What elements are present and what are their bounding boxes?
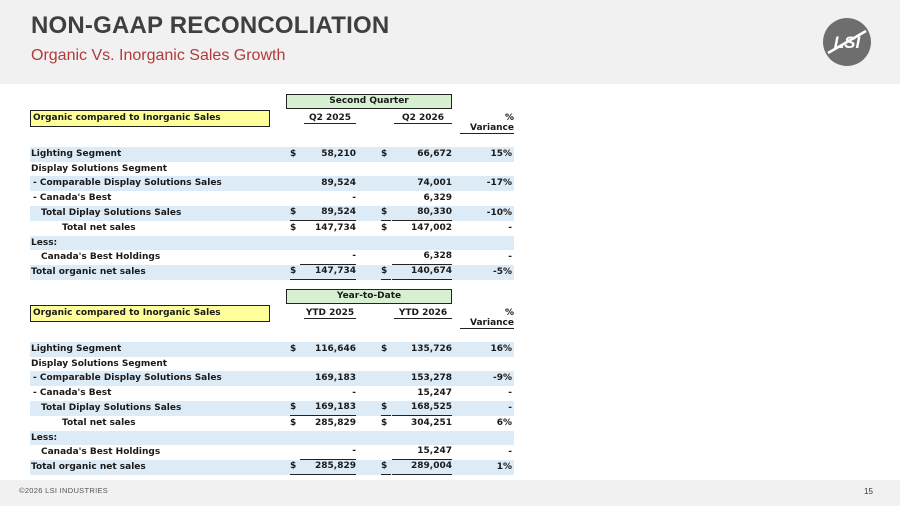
cell-variance: 15% bbox=[490, 148, 512, 159]
row-label: Display Solutions Segment bbox=[31, 163, 168, 174]
cell-current: 304,251 bbox=[411, 417, 452, 428]
row-label: Less: bbox=[31, 432, 58, 443]
cell-prior: 169,183 bbox=[315, 373, 356, 384]
slide-footer bbox=[0, 480, 900, 506]
table-row bbox=[30, 191, 514, 206]
col-header-prior: YTD 2025 bbox=[305, 308, 355, 318]
page-subtitle: Organic Vs. Inorganic Sales Growth bbox=[31, 47, 286, 64]
row-label: - Canada's Best bbox=[33, 388, 112, 399]
cell-current: 66,672 bbox=[417, 148, 452, 159]
cell-prior: - bbox=[300, 445, 356, 460]
cell-current: 140,674 bbox=[392, 265, 452, 280]
row-label: Total net sales bbox=[62, 417, 136, 428]
col-header-current: Q2 2026 bbox=[394, 113, 452, 124]
column-header-row bbox=[30, 305, 514, 328]
cell-current: 168,525 bbox=[392, 401, 452, 416]
currency-sign: $ bbox=[290, 206, 300, 221]
copyright-text: ©2026 LSI INDUSTRIES bbox=[19, 486, 109, 495]
currency-sign: $ bbox=[381, 460, 391, 475]
currency-sign: $ bbox=[290, 222, 297, 233]
column-header-row bbox=[30, 110, 514, 133]
cell-prior: 169,183 bbox=[300, 401, 356, 416]
cell-current: 74,001 bbox=[417, 178, 452, 189]
table-row bbox=[30, 357, 514, 372]
table-row bbox=[30, 206, 514, 221]
currency-sign: $ bbox=[290, 343, 297, 354]
currency-sign: $ bbox=[381, 417, 388, 428]
cell-current: 135,726 bbox=[411, 343, 452, 354]
currency-sign: $ bbox=[290, 460, 300, 475]
cell-variance: 1% bbox=[496, 462, 512, 473]
table-row bbox=[30, 401, 514, 416]
cell-variance: 16% bbox=[490, 343, 512, 354]
row-label-header: Organic compared to Inorganic Sales bbox=[30, 305, 270, 322]
page-title: NON-GAAP RECONCOLIATION bbox=[31, 12, 390, 39]
cell-prior: 147,734 bbox=[315, 222, 356, 233]
cell-prior: 285,829 bbox=[315, 417, 356, 428]
table-row bbox=[30, 386, 514, 401]
currency-sign: $ bbox=[290, 265, 300, 280]
cell-prior: - bbox=[352, 388, 356, 399]
row-label-header: Organic compared to Inorganic Sales bbox=[30, 110, 270, 127]
row-label: - Canada's Best bbox=[33, 193, 112, 204]
cell-current: 15,247 bbox=[417, 388, 452, 399]
currency-sign: $ bbox=[381, 343, 388, 354]
cell-current: 147,002 bbox=[411, 222, 452, 233]
cell-variance: -5% bbox=[492, 267, 512, 278]
cell-current: 80,330 bbox=[392, 206, 452, 221]
table-row bbox=[30, 431, 514, 446]
cell-variance: 6% bbox=[496, 417, 512, 428]
table-row bbox=[30, 371, 514, 386]
currency-sign: $ bbox=[381, 206, 391, 221]
table-row bbox=[30, 236, 514, 251]
currency-sign: $ bbox=[290, 417, 297, 428]
cell-prior: 58,210 bbox=[321, 148, 356, 159]
table-row bbox=[30, 342, 514, 357]
row-label: Less: bbox=[31, 237, 58, 248]
cell-variance: - bbox=[508, 402, 512, 413]
table-row bbox=[30, 460, 514, 475]
cell-current: 153,278 bbox=[411, 373, 452, 384]
cell-prior: 147,734 bbox=[300, 265, 356, 280]
table-row bbox=[30, 250, 514, 265]
row-label: - Comparable Display Solutions Sales bbox=[33, 373, 222, 384]
slide-header bbox=[0, 0, 900, 84]
table-row bbox=[30, 176, 514, 191]
cell-variance: -9% bbox=[492, 373, 512, 384]
row-label: Total net sales bbox=[62, 222, 136, 233]
currency-sign: $ bbox=[381, 401, 391, 416]
lsi-logo-icon bbox=[822, 17, 872, 67]
cell-prior: 285,829 bbox=[300, 460, 356, 475]
row-label: Total organic net sales bbox=[31, 267, 146, 278]
row-label: Total organic net sales bbox=[31, 462, 146, 473]
table-row bbox=[30, 221, 514, 236]
currency-sign: $ bbox=[381, 222, 388, 233]
period-header: Second Quarter bbox=[286, 94, 452, 109]
cell-current: 6,328 bbox=[392, 250, 452, 265]
table-row bbox=[30, 327, 514, 342]
row-label: Lighting Segment bbox=[31, 148, 122, 159]
cell-prior: - bbox=[352, 193, 356, 204]
table-row bbox=[30, 147, 514, 162]
col-header-current: YTD 2026 bbox=[394, 308, 452, 319]
table-row bbox=[30, 162, 514, 177]
row-label: Lighting Segment bbox=[31, 343, 122, 354]
page-number: 15 bbox=[864, 487, 873, 496]
logo-text: LSI bbox=[833, 33, 861, 52]
col-header-prior: Q2 2025 bbox=[304, 113, 356, 124]
row-label: Display Solutions Segment bbox=[31, 358, 168, 369]
cell-current: 6,329 bbox=[423, 193, 452, 204]
table-body bbox=[30, 132, 514, 280]
cell-variance: - bbox=[508, 252, 512, 263]
cell-variance: - bbox=[508, 222, 512, 233]
table-row bbox=[30, 445, 514, 460]
row-label: Canada's Best Holdings bbox=[41, 252, 161, 263]
cell-variance: -10% bbox=[486, 207, 512, 218]
currency-sign: $ bbox=[290, 148, 297, 159]
row-label: - Comparable Display Solutions Sales bbox=[33, 178, 222, 189]
row-label: Total Diplay Solutions Sales bbox=[41, 207, 182, 218]
cell-prior: - bbox=[300, 250, 356, 265]
period-header: Year-to-Date bbox=[286, 289, 452, 304]
row-label: Total Diplay Solutions Sales bbox=[41, 402, 182, 413]
col-header-variance: % Variance bbox=[460, 308, 514, 329]
table-row bbox=[30, 416, 514, 431]
cell-current: 15,247 bbox=[392, 445, 452, 460]
table-row bbox=[30, 265, 514, 280]
col-header-variance: % Variance bbox=[460, 113, 514, 134]
cell-variance: - bbox=[508, 447, 512, 458]
cell-prior: 89,524 bbox=[300, 206, 356, 221]
currency-sign: $ bbox=[290, 401, 300, 416]
cell-variance: -17% bbox=[486, 178, 512, 189]
table-row bbox=[30, 132, 514, 147]
cell-prior: 116,646 bbox=[315, 343, 356, 354]
currency-sign: $ bbox=[381, 148, 388, 159]
cell-prior: 89,524 bbox=[321, 178, 356, 189]
cell-current: 289,004 bbox=[392, 460, 452, 475]
cell-variance: - bbox=[508, 388, 512, 399]
row-label: Canada's Best Holdings bbox=[41, 447, 161, 458]
table-body bbox=[30, 327, 514, 475]
currency-sign: $ bbox=[381, 265, 391, 280]
